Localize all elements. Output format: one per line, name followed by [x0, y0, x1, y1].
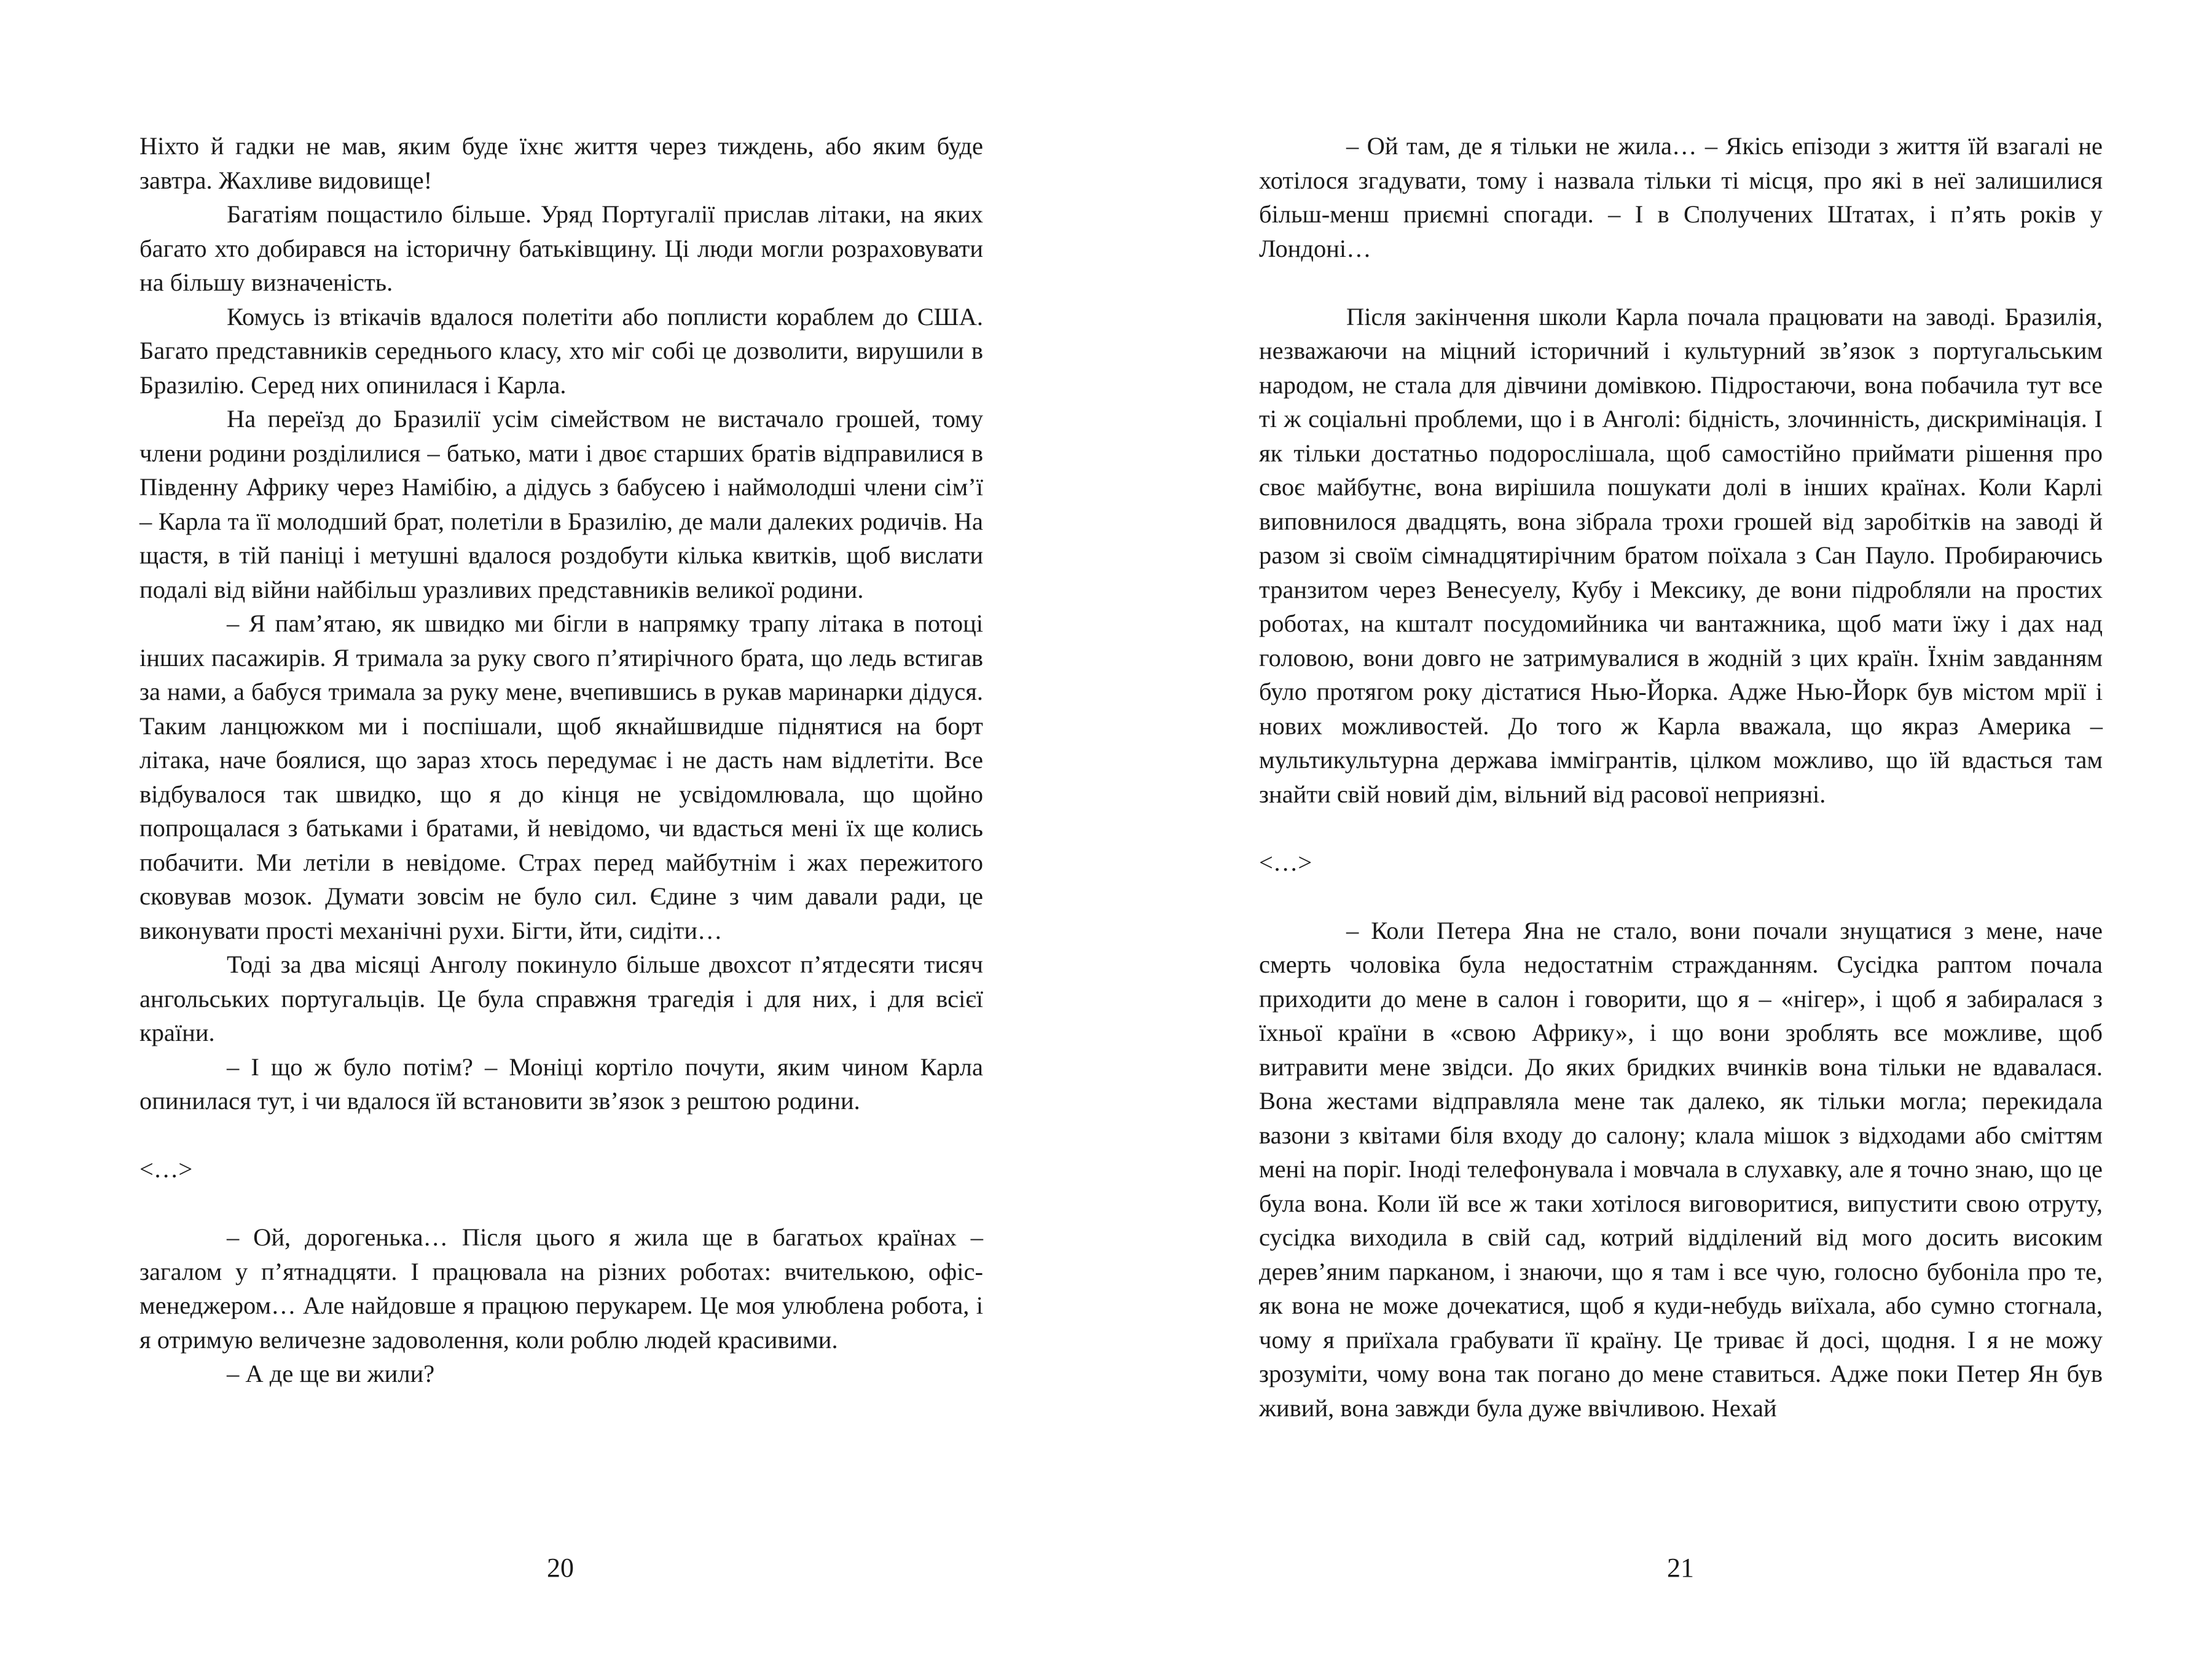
right-page-text [1259, 129, 2103, 1425]
section-separator: <…> [139, 1155, 193, 1183]
paragraph: – А де ще ви жили? [227, 1360, 435, 1387]
paragraph: Багатіям пощастило більше. Уряд Португалії прислав літаки, на яких багато хто добирався на історичну батьківщину. Ці люди могли розраховувати на більшу визначеність. [139, 200, 983, 296]
paragraph: – Коли Петера Яна не стало, вони почали знущатися з мене, наче смерть чоловіка була недостатнім стражданням. Сусідка раптом почала приходити до мене в салон і говорити, що я – «нігер», і щоб я забиралася з їхньої країни в «свою Африку», і що вони зроблять все можливе, щоб витравити мене звідси. До яких бридких вчинків вона тільки не вдавалася. Вона жестами відправляла мене так далеко, як тільки могла; перекидала вазони з квітами біля входу до салону; клала мішок з відходами або сміттям мені на поріг. Іноді телефонувала і мовчала в слухавку, але я точно знаю, що це була вона. Коли їй все ж таки хотілося виговоритися, випустити свою отруту, сусідка виходила в свій сад, котрий відділений від мого досить високим дерев’яним парканом, і знаючи, що я там і все чую, голосно бубоніла про те, як вона не може дочекатися, щоб я куди-небудь виїхала, або сумно стогнала, чому я приїхала грабувати її країну. Це триває й досі, щодня. І я не можу зрозуміти, чому вона так погано до мене ставиться. Адже поки Петер Ян був живий, вона завжди була дуже ввічливою. Нехай [1259, 916, 2103, 1422]
right-page [1106, 0, 2212, 1659]
section-separator: <…> [1259, 848, 1312, 876]
paragraph: Комусь із втікачів вдалося полетіти або поплисти кораблем до США. Багато представників середнього класу, хто міг собі це дозволити, вирушили в Бразилію. Серед них опинилася і Карла. [139, 302, 983, 399]
paragraph: Тоді за два місяці Анголу покинуло більше двохсот п’ятдесяти тисяч ангольських португальців. Це була справжня трагедія і для них, і для всієї країни. [139, 951, 983, 1046]
paragraph: – Ой там, де я тільки не жила… – Якісь епізоди з життя їй взагалі не хотілося згадувати, тому і назвала тільки ті місця, про які в неї залишилися більш-менш приємні спогади. – І в Сполучених Штатах, і п’ять років у Лондоні… [1259, 132, 2103, 262]
page-number: 20 [547, 1553, 574, 1583]
paragraph: – І що ж було потім? – Моніці кортіло почути, яким чином Карла опинилася тут, і чи вдалося їй встановити зв’язок з рештою родини. [139, 1053, 983, 1115]
paragraph: – Ой, дорогенька… Після цього я жила ще в багатьох країнах – загалом у п’ятнадцяти. І працювала на різних роботах: вчителькою, офіс-менеджером… Але найдовше я працюю перукарем. Це моя улюблена робота, і я отримую величезне задоволення, коли роблю людей красивими. [139, 1223, 983, 1354]
page-number: 21 [1667, 1553, 1694, 1583]
left-page-text [139, 129, 983, 1391]
paragraph: – Я пам’ятаю, як швидко ми бігли в напрямку трапу літака в потоці інших пасажирів. Я тримала за руку свого п’ятирічного брата, що ледь встигав за нами, а бабуся тримала за руку мене, вчепившись в рукав маринарки дідуся. Таким ланцюжком ми і поспішали, щоб якнайшвидше піднятися на борт літака, наче боялися, що зараз хтось передумає і не дасть нам відлетіти. Все відбувалося так швидко, що я до кінця не усвідомлювала, що щойно попрощалася з батьками і братами, й невідомо, чи вдасться мені їх ще колись побачити. Ми летіли в невідоме. Страх перед майбутнім і жах пережитого сковував мозок. Думати зовсім не було сил. Єдине з чим давали ради, це виконувати прості механічні рухи. Бігти, йти, сидіти… [139, 610, 983, 944]
paragraph: Після закінчення школи Карла почала працювати на заводі. Бразилія, незважаючи на міцний історичний і культурний зв’язок з португальським народом, не стала для дівчини домівкою. Підростаючи, вона побачила тут все ті ж соціальні проблеми, що і в Анголі: бідність, злочинність, дискримінація. І як тільки достатньо подорослішала, щоб самостійно приймати рішення про своє майбутнє, вона вирішила пошукати долі в інших країнах. Коли Карлі виповнилося двадцять, вона зібрала трохи грошей від заробітків на заводі й разом зі своїм сімнадцятирічним братом поїхала з Сан Пауло. Пробираючись транзитом через Венесуелу, Кубу і Мексику, де вони підробляли на простих роботах, на кшталт посудомийника чи вантажника, щоб мати їжу і дах над головою, вони довго не затримувалися в жодній з цих країн. Їхнім завданням було протягом року дістатися Нью-Йорка. Адже Нью-Йорк був містом мрії і нових можливостей. До того ж Карла вважала, що якраз Америка – мультикультурна держава іммігрантів, цілком можливо, що їй вдасться там знайти свій новий дім, вільний від расової неприязні. [1259, 302, 2103, 808]
paragraph: На переїзд до Бразилії усім сімейством не вистачало грошей, тому члени родини розділилися – батько, мати і двоє старших братів відправилися в Південну Африку через Намібію, а дідусь з бабусею і наймолодші члени сім’ї – Карла та її молодший брат, полетіли в Бразилію, де мали далеких родичів. На щастя, в тій паніці і метушні вдалося роздобути кілька квитків, щоб вислати подалі від війни найбільш уразливих представників великої родини. [139, 405, 983, 603]
paragraph: Ніхто й гадки не мав, яким буде їхнє життя через тиждень, або яким буде завтра. Жахливе видовище! [139, 132, 983, 194]
